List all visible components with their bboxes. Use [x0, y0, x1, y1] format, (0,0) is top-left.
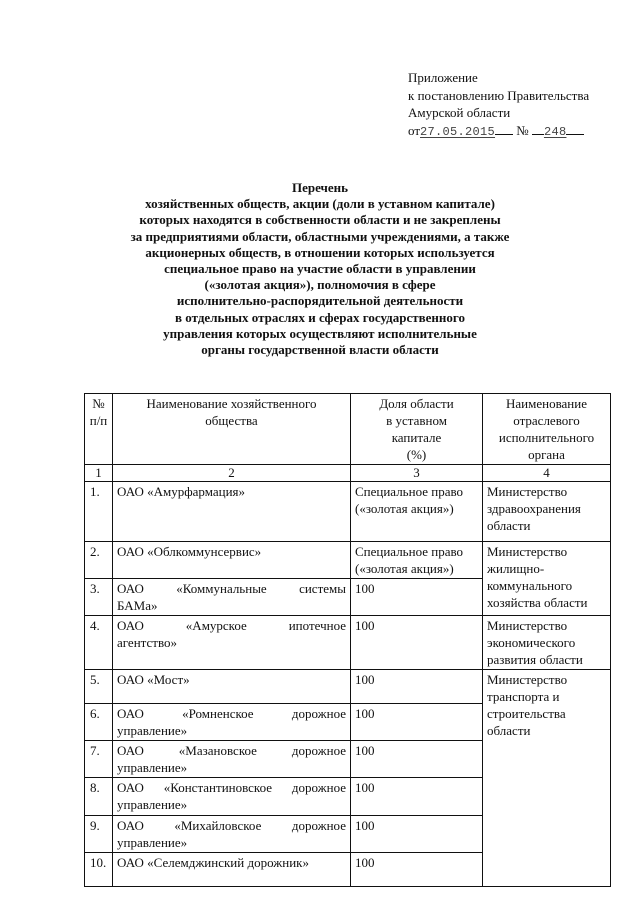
share-value: 100 — [351, 670, 483, 704]
date-underline — [495, 124, 513, 135]
column-number-row — [85, 465, 611, 482]
title-line: органы государственной власти области — [201, 342, 439, 358]
organ-name: Министерство здравоохранения области — [483, 482, 611, 542]
company-name: ОАО «Мазановское дорожное управление» — [113, 741, 351, 778]
number-underline-left — [532, 124, 544, 135]
document-title — [0, 180, 640, 358]
column-number: 4 — [483, 465, 611, 482]
title-heading: Перечень — [291, 180, 349, 195]
row-number: 10. — [85, 853, 113, 887]
title-line: акционерных обществ, в отношении которых используется — [145, 244, 495, 260]
column-number: 3 — [351, 465, 483, 482]
company-name: ОАО «Мост» — [113, 670, 351, 704]
column-number: 1 — [85, 465, 113, 482]
share-value: 100 — [351, 778, 483, 816]
companies-table — [84, 393, 611, 887]
decree-date: 27.05.2015 — [420, 124, 496, 139]
title-line: в отдельных отраслях и сферах государственного — [175, 309, 465, 325]
header-company-name: Наименование хозяйственного общества — [113, 394, 351, 465]
share-value: 100 — [351, 579, 483, 616]
table-row — [85, 616, 611, 670]
date-prefix: от — [408, 122, 421, 138]
row-number: 8. — [85, 778, 113, 816]
company-name: ОАО «Амурское ипотечное агентство» — [113, 616, 351, 670]
share-value: 100 — [351, 741, 483, 778]
title-line: («золотая акция»), полномочия в сфере — [204, 277, 436, 293]
company-name: ОАО «Селемджинский дорожник» — [113, 853, 351, 887]
title-line: исполнительно-распорядительной деятельности — [176, 293, 464, 309]
title-line: которых находятся в собственности области и не закреплены — [139, 212, 501, 228]
row-number: 7. — [85, 741, 113, 778]
table-row — [85, 670, 611, 704]
organ-name: Министерство экономического развития области — [483, 616, 611, 670]
appendix-decree-ref: к постановлению Правительства — [408, 87, 590, 103]
row-number: 9. — [85, 816, 113, 853]
row-number: 4. — [85, 616, 113, 670]
title-line: за предприятиями области, областными учреждениями, а также — [130, 228, 510, 244]
organ-name: Министерство транспорта и строительства области — [483, 670, 611, 887]
appendix-header — [408, 69, 589, 141]
table-row — [85, 482, 611, 542]
table-row — [85, 542, 611, 579]
organ-name: Министерство жилищно- коммунального хозяйства области — [483, 542, 611, 616]
share-value: Специальное право («золотая акция») — [351, 482, 483, 542]
row-number: 3. — [85, 579, 113, 616]
appendix-date-line — [408, 122, 589, 142]
row-number: 6. — [85, 704, 113, 741]
header-organ: Наименование отраслевого исполнительного органа — [483, 394, 611, 465]
title-line: управления которых осуществляют исполнительные — [163, 325, 477, 341]
title-line: хозяйственных обществ, акции (доли в уставном капитале) — [145, 196, 495, 212]
share-value: 100 — [351, 616, 483, 670]
share-value: 100 — [351, 853, 483, 887]
share-value: 100 — [351, 704, 483, 741]
company-name: ОАО «Ромненское дорожное управление» — [113, 704, 351, 741]
title-line: специальное право на участие области в управлении — [164, 261, 476, 277]
row-number: 1. — [85, 482, 113, 542]
number-prefix: № — [516, 122, 529, 138]
row-number: 5. — [85, 670, 113, 704]
company-name: ОАО «Коммунальные системы БАМа» — [113, 579, 351, 616]
share-value: 100 — [351, 816, 483, 853]
header-share: Доля области в уставном капитале (%) — [351, 394, 483, 465]
company-name: ОАО «Облкоммунсервис» — [113, 542, 351, 579]
company-name: ОАО «Константиновское дорожное управление» — [113, 778, 351, 816]
company-name: ОАО «Михайловское дорожное управление» — [113, 816, 351, 853]
table-header-row — [85, 394, 611, 465]
number-underline-right — [566, 124, 584, 135]
column-number: 2 — [113, 465, 351, 482]
appendix-region: Амурской области — [408, 105, 511, 120]
header-num: № п/п — [85, 394, 113, 465]
appendix-label: Приложение — [408, 70, 478, 85]
decree-number: 248 — [543, 124, 567, 139]
row-number: 2. — [85, 542, 113, 579]
share-value: Специальное право («золотая акция») — [351, 542, 483, 579]
company-name: ОАО «Амурфармация» — [113, 482, 351, 542]
